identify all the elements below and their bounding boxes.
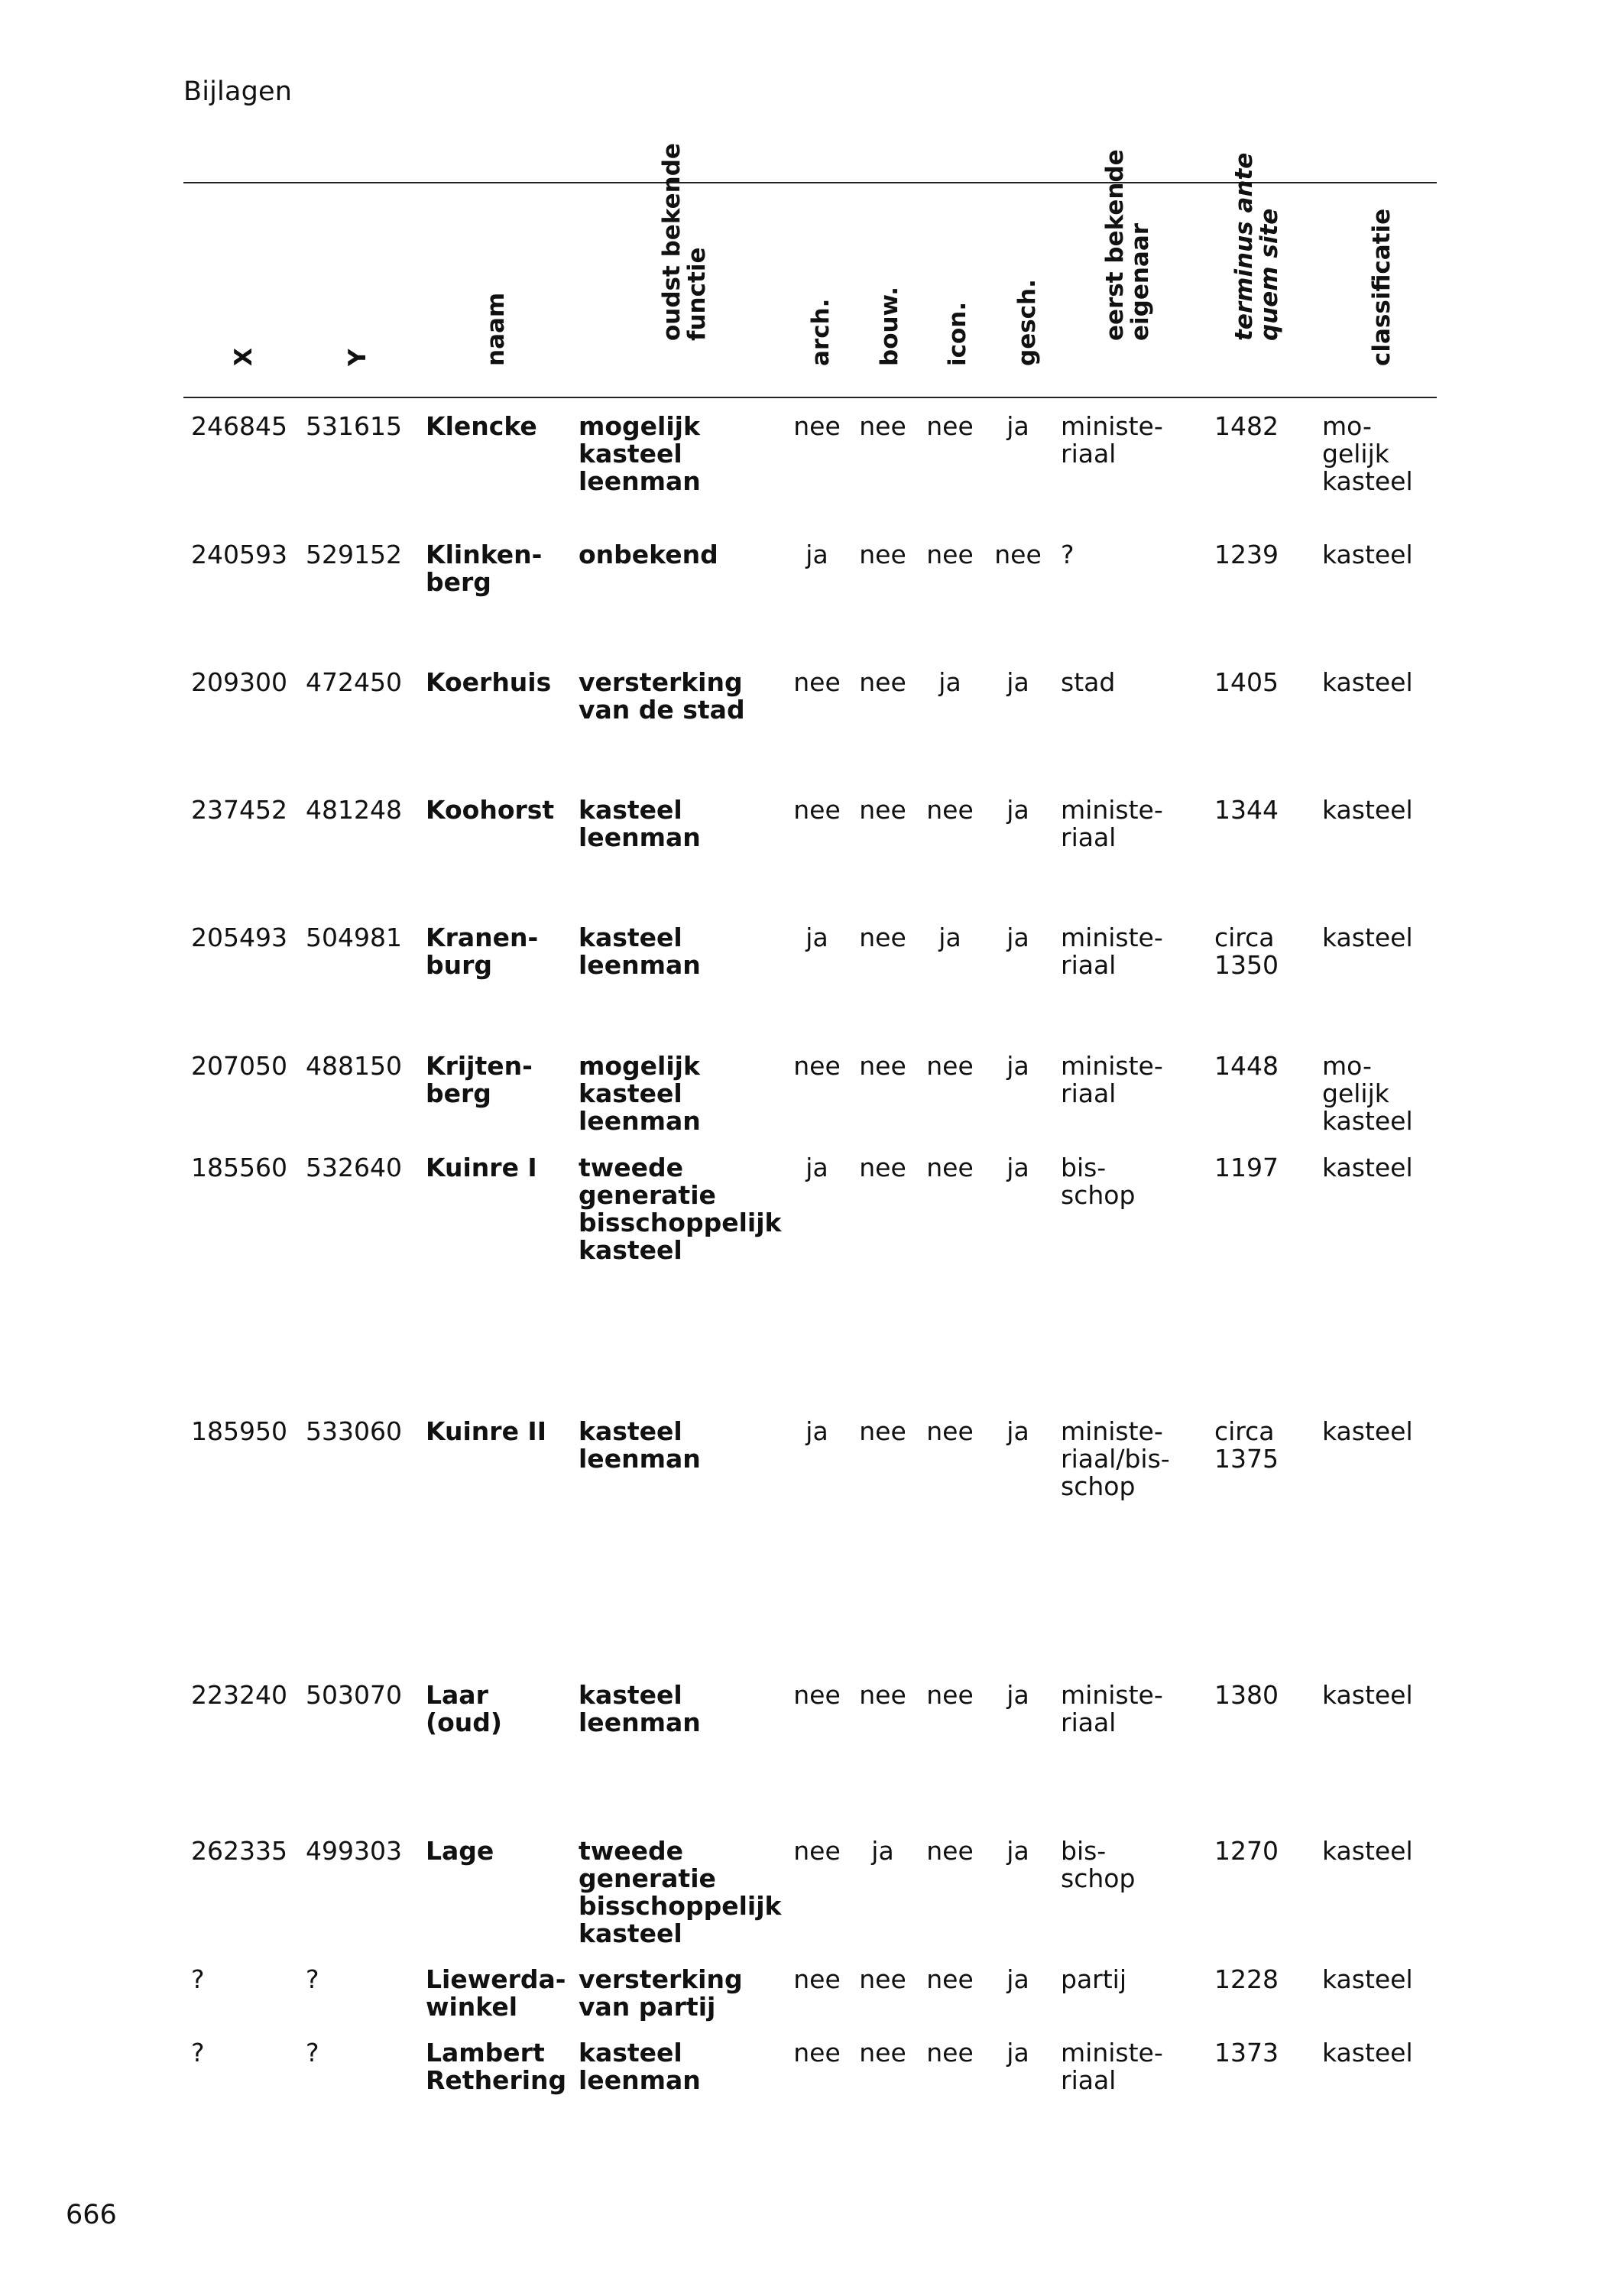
cell-bouw: nee	[859, 1416, 906, 1446]
cell-functie	[579, 1052, 785, 1135]
cell-classificatie	[1322, 2039, 1437, 2067]
cell-naam-line: Laar (oud)	[426, 1680, 502, 1737]
cell-icon: nee	[926, 2038, 974, 2068]
cell-y: ?	[306, 2038, 319, 2068]
cell-functie-line: kasteel	[579, 1235, 682, 1265]
cell-functie-line: generatie	[579, 1863, 716, 1893]
cell-x: 240593	[191, 540, 287, 569]
cell-x: 262335	[191, 1836, 287, 1866]
cell-eigenaar-line: riaal	[1061, 2065, 1117, 2095]
cell-functie	[579, 924, 785, 979]
cell-classificatie	[1322, 1418, 1437, 1445]
cell-classificatie	[1322, 1837, 1437, 1865]
running-header: Bijlagen	[183, 76, 293, 107]
cell-classificatie-line: gelijk	[1322, 439, 1389, 469]
cell-eigenaar	[1061, 669, 1191, 696]
cell-arch: nee	[793, 1836, 841, 1866]
cell-icon: nee	[926, 1153, 974, 1182]
cell-functie	[579, 1837, 785, 1948]
cell-y: 472450	[306, 667, 402, 697]
cell-eigenaar-line: ministe-	[1061, 2038, 1163, 2068]
cell-functie-line: kasteel	[579, 923, 682, 952]
cell-functie-line: versterking	[579, 667, 743, 697]
cell-eigenaar-line: ministe-	[1061, 411, 1163, 441]
cell-terminus-line: 1380	[1214, 1680, 1279, 1710]
col-header-line: eerst bekende	[1101, 149, 1129, 341]
cell-gesch: ja	[1006, 411, 1029, 441]
cell-classificatie-line: kasteel	[1322, 1416, 1413, 1446]
cell-arch: nee	[793, 1964, 841, 1994]
cell-arch: nee	[793, 1680, 841, 1710]
cell-bouw: nee	[859, 795, 906, 825]
col-header-line: icon.	[944, 301, 971, 366]
cell-naam	[426, 796, 571, 824]
cell-functie	[579, 413, 785, 495]
cell-functie	[579, 669, 785, 724]
cell-terminus	[1214, 796, 1314, 824]
cell-eigenaar	[1061, 1966, 1191, 1993]
cell-naam	[426, 413, 571, 440]
cell-classificatie	[1322, 1052, 1437, 1135]
cell-arch: ja	[806, 540, 828, 569]
cell-terminus-line: 1482	[1214, 411, 1279, 441]
cell-eigenaar-line: partij	[1061, 1964, 1127, 1994]
cell-gesch: ja	[1006, 795, 1029, 825]
cell-icon: nee	[926, 411, 974, 441]
cell-functie	[579, 2039, 785, 2094]
cell-functie-line: mogelijk	[579, 411, 700, 441]
cell-terminus-line: 1375	[1214, 1444, 1279, 1474]
cell-functie-line: bisschoppelijk	[579, 1891, 782, 1921]
cell-eigenaar	[1061, 924, 1191, 979]
cell-y: 488150	[306, 1051, 402, 1081]
cell-functie-line: kasteel	[579, 1918, 682, 1948]
cell-arch: ja	[806, 1416, 828, 1446]
cell-gesch: ja	[1006, 2038, 1029, 2068]
cell-bouw: nee	[859, 1153, 906, 1182]
cell-eigenaar	[1061, 1682, 1191, 1737]
cell-gesch: ja	[1006, 667, 1029, 697]
cell-classificatie-line: kasteel	[1322, 1836, 1413, 1866]
cell-functie	[579, 1682, 785, 1737]
cell-gesch: ja	[1006, 1051, 1029, 1081]
cell-eigenaar-line: bis-	[1061, 1836, 1107, 1866]
cell-functie-line: van partij	[579, 1992, 716, 2022]
cell-eigenaar	[1061, 1837, 1191, 1892]
cell-classificatie-line: mo-	[1322, 411, 1372, 441]
cell-classificatie-line: kasteel	[1322, 1964, 1413, 1994]
cell-arch: nee	[793, 795, 841, 825]
cell-eigenaar-line: riaal	[1061, 950, 1117, 980]
cell-functie	[579, 541, 785, 569]
cell-y: 503070	[306, 1680, 402, 1710]
cell-terminus-line: 1239	[1214, 540, 1279, 569]
cell-x: ?	[191, 2038, 205, 2068]
cell-x: 237452	[191, 795, 287, 825]
cell-functie-line: tweede	[579, 1836, 684, 1866]
cell-functie-line: mogelijk	[579, 1051, 700, 1081]
cell-bouw: nee	[859, 1051, 906, 1081]
cell-functie-line: versterking	[579, 1964, 743, 1994]
cell-bouw: nee	[859, 667, 906, 697]
cell-naam-line: Klencke	[426, 411, 537, 441]
cell-eigenaar-line: ministe-	[1061, 1680, 1163, 1710]
cell-terminus-line: 1197	[1214, 1153, 1279, 1182]
cell-naam	[426, 1966, 571, 2021]
cell-x: ?	[191, 1964, 205, 1994]
cell-naam	[426, 1837, 571, 1865]
cell-gesch: ja	[1006, 1836, 1029, 1866]
col-header-line: Y	[344, 349, 371, 366]
cell-x: 185560	[191, 1153, 287, 1182]
cell-naam-line: Kranen-	[426, 923, 539, 952]
cell-naam	[426, 669, 571, 696]
cell-functie-line: tweede	[579, 1153, 684, 1182]
cell-naam-line: berg	[426, 1078, 491, 1108]
cell-eigenaar-line: bis-	[1061, 1153, 1107, 1182]
cell-terminus	[1214, 669, 1314, 696]
cell-icon: nee	[926, 1836, 974, 1866]
cell-y: 531615	[306, 411, 402, 441]
cell-naam-line: Krijten-	[426, 1051, 533, 1081]
cell-terminus	[1214, 924, 1314, 979]
cell-classificatie-line: kasteel	[1322, 795, 1413, 825]
cell-terminus	[1214, 1682, 1314, 1709]
cell-icon: nee	[926, 1680, 974, 1710]
cell-gesch: ja	[1006, 1153, 1029, 1182]
cell-eigenaar-line: schop	[1061, 1471, 1136, 1501]
cell-functie	[579, 796, 785, 851]
cell-arch: ja	[806, 923, 828, 952]
cell-gesch: ja	[1006, 1680, 1029, 1710]
cell-arch: nee	[793, 411, 841, 441]
cell-eigenaar-line: ?	[1061, 540, 1075, 569]
cell-classificatie	[1322, 1682, 1437, 1709]
cell-eigenaar	[1061, 1154, 1191, 1209]
cell-classificatie-line: gelijk	[1322, 1078, 1389, 1108]
cell-functie-line: onbekend	[579, 540, 718, 569]
cell-classificatie-line: mo-	[1322, 1051, 1372, 1081]
cell-terminus-line: 1228	[1214, 1964, 1279, 1994]
cell-icon: nee	[926, 1416, 974, 1446]
cell-terminus-line: 1405	[1214, 667, 1279, 697]
col-header-line: naam	[482, 292, 510, 366]
cell-y: 533060	[306, 1416, 402, 1446]
cell-terminus-line: 1448	[1214, 1051, 1279, 1081]
cell-icon: ja	[938, 667, 961, 697]
col-header-line: bouw.	[876, 287, 903, 366]
table-header-rule	[183, 397, 1437, 398]
cell-y: 481248	[306, 795, 402, 825]
cell-bouw: nee	[859, 923, 906, 952]
cell-eigenaar-line: ministe-	[1061, 1051, 1163, 1081]
col-header-line: classificatie	[1368, 208, 1395, 366]
cell-eigenaar-line: riaal	[1061, 439, 1117, 469]
cell-x: 205493	[191, 923, 287, 952]
cell-classificatie-line: kasteel	[1322, 1106, 1413, 1136]
cell-classificatie-line: kasteel	[1322, 466, 1413, 496]
cell-eigenaar	[1061, 1418, 1191, 1500]
cell-eigenaar-line: riaal	[1061, 822, 1117, 852]
cell-classificatie-line: kasteel	[1322, 1153, 1413, 1182]
cell-eigenaar	[1061, 1052, 1191, 1108]
cell-functie	[579, 1154, 785, 1264]
cell-terminus-line: circa	[1214, 923, 1275, 952]
cell-naam-line: berg	[426, 567, 491, 597]
cell-bouw: nee	[859, 411, 906, 441]
cell-naam	[426, 1052, 571, 1108]
cell-naam-line: Klinken-	[426, 540, 543, 569]
cell-eigenaar-line: ministe-	[1061, 923, 1163, 952]
cell-classificatie-line: kasteel	[1322, 540, 1413, 569]
cell-terminus-line: 1350	[1214, 950, 1279, 980]
cell-naam-line: Koerhuis	[426, 667, 552, 697]
cell-functie-line: leenman	[579, 822, 701, 852]
cell-functie-line: leenman	[579, 950, 701, 980]
cell-classificatie-line: kasteel	[1322, 667, 1413, 697]
cell-naam-line: Lambert	[426, 2038, 545, 2068]
cell-functie-line: bisschoppelijk	[579, 1208, 782, 1237]
cell-functie-line: kasteel	[579, 439, 682, 469]
cell-terminus	[1214, 1418, 1314, 1473]
cell-x: 246845	[191, 411, 287, 441]
cell-y: 499303	[306, 1836, 402, 1866]
cell-functie	[579, 1966, 785, 2021]
cell-functie-line: leenman	[579, 1708, 701, 1737]
cell-functie-line: kasteel	[579, 795, 682, 825]
col-header-line: gesch.	[1013, 279, 1041, 366]
cell-terminus	[1214, 1966, 1314, 1993]
cell-terminus-line: 1344	[1214, 795, 1279, 825]
cell-classificatie	[1322, 669, 1437, 696]
cell-classificatie	[1322, 796, 1437, 824]
cell-gesch: ja	[1006, 1416, 1029, 1446]
cell-functie-line: kasteel	[579, 1416, 682, 1446]
cell-naam-line: Koohorst	[426, 795, 555, 825]
cell-functie-line: leenman	[579, 466, 701, 496]
cell-eigenaar-line: schop	[1061, 1180, 1136, 1210]
cell-terminus	[1214, 413, 1314, 440]
cell-arch: nee	[793, 667, 841, 697]
cell-classificatie	[1322, 924, 1437, 952]
col-header-line: oudst bekende	[658, 143, 686, 341]
cell-icon: nee	[926, 795, 974, 825]
cell-eigenaar	[1061, 413, 1191, 468]
cell-x: 185950	[191, 1416, 287, 1446]
cell-eigenaar-line: schop	[1061, 1863, 1136, 1893]
col-header-line: arch.	[807, 298, 835, 366]
cell-bouw: nee	[859, 2038, 906, 2068]
cell-y: ?	[306, 1964, 319, 1994]
cell-gesch: nee	[994, 540, 1042, 569]
cell-eigenaar-line: ministe-	[1061, 795, 1163, 825]
cell-naam-line: burg	[426, 950, 493, 980]
cell-x: 223240	[191, 1680, 287, 1710]
cell-arch: ja	[806, 1153, 828, 1182]
cell-classificatie	[1322, 1966, 1437, 1993]
cell-terminus-line: 1270	[1214, 1836, 1279, 1866]
cell-functie-line: leenman	[579, 1106, 701, 1136]
cell-bouw: nee	[859, 1964, 906, 1994]
cell-classificatie-line: kasteel	[1322, 2038, 1413, 2068]
col-header-line: quem site	[1256, 208, 1283, 341]
cell-arch: nee	[793, 1051, 841, 1081]
cell-naam	[426, 924, 571, 979]
cell-terminus-line: circa	[1214, 1416, 1275, 1446]
cell-terminus	[1214, 1052, 1314, 1080]
cell-y: 529152	[306, 540, 402, 569]
cell-eigenaar	[1061, 796, 1191, 851]
cell-eigenaar	[1061, 2039, 1191, 2094]
cell-functie-line: kasteel	[579, 2038, 682, 2068]
cell-arch: nee	[793, 2038, 841, 2068]
cell-classificatie	[1322, 1154, 1437, 1182]
cell-naam-line: Lage	[426, 1836, 494, 1866]
cell-x: 207050	[191, 1051, 287, 1081]
col-header-line: functie	[683, 247, 711, 341]
cell-naam	[426, 541, 571, 596]
cell-functie-line: kasteel	[579, 1680, 682, 1710]
cell-bouw: nee	[859, 1680, 906, 1710]
cell-naam-line: Rethering	[426, 2065, 567, 2095]
cell-naam-line: winkel	[426, 1992, 518, 2022]
cell-functie-line: leenman	[579, 2065, 701, 2095]
cell-terminus	[1214, 2039, 1314, 2067]
cell-classificatie	[1322, 541, 1437, 569]
col-header-line: X	[230, 348, 258, 366]
cell-naam	[426, 2039, 571, 2094]
cell-eigenaar	[1061, 541, 1191, 569]
cell-terminus	[1214, 1154, 1314, 1182]
cell-naam-line: Kuinre I	[426, 1153, 537, 1182]
cell-eigenaar-line: riaal/bis-	[1061, 1444, 1170, 1474]
cell-icon: nee	[926, 540, 974, 569]
cell-functie-line: kasteel	[579, 1078, 682, 1108]
cell-bouw: nee	[859, 540, 906, 569]
cell-classificatie	[1322, 413, 1437, 495]
cell-gesch: ja	[1006, 1964, 1029, 1994]
cell-terminus-line: 1373	[1214, 2038, 1279, 2068]
cell-eigenaar-line: riaal	[1061, 1078, 1117, 1108]
cell-bouw: ja	[871, 1836, 894, 1866]
cell-eigenaar-line: riaal	[1061, 1708, 1117, 1737]
cell-y: 504981	[306, 923, 402, 952]
cell-functie-line: van de stad	[579, 695, 745, 725]
cell-naam-line: Kuinre II	[426, 1416, 546, 1446]
cell-classificatie-line: kasteel	[1322, 923, 1413, 952]
cell-x: 209300	[191, 667, 287, 697]
cell-functie	[579, 1418, 785, 1473]
cell-naam-line: Liewerda-	[426, 1964, 566, 1994]
cell-y: 532640	[306, 1153, 402, 1182]
cell-gesch: ja	[1006, 923, 1029, 952]
cell-naam	[426, 1682, 571, 1737]
cell-terminus	[1214, 1837, 1314, 1865]
page-number: 666	[66, 2200, 117, 2230]
cell-icon: nee	[926, 1964, 974, 1994]
cell-functie-line: leenman	[579, 1444, 701, 1474]
cell-eigenaar-line: stad	[1061, 667, 1116, 697]
cell-functie-line: generatie	[579, 1180, 716, 1210]
cell-eigenaar-line: ministe-	[1061, 1416, 1163, 1446]
cell-classificatie-line: kasteel	[1322, 1680, 1413, 1710]
cell-naam	[426, 1418, 571, 1445]
col-header-line: eigenaar	[1126, 222, 1154, 341]
cell-naam	[426, 1154, 571, 1182]
cell-icon: ja	[938, 923, 961, 952]
col-header-line: terminus ante	[1230, 152, 1258, 341]
cell-icon: nee	[926, 1051, 974, 1081]
cell-terminus	[1214, 541, 1314, 569]
